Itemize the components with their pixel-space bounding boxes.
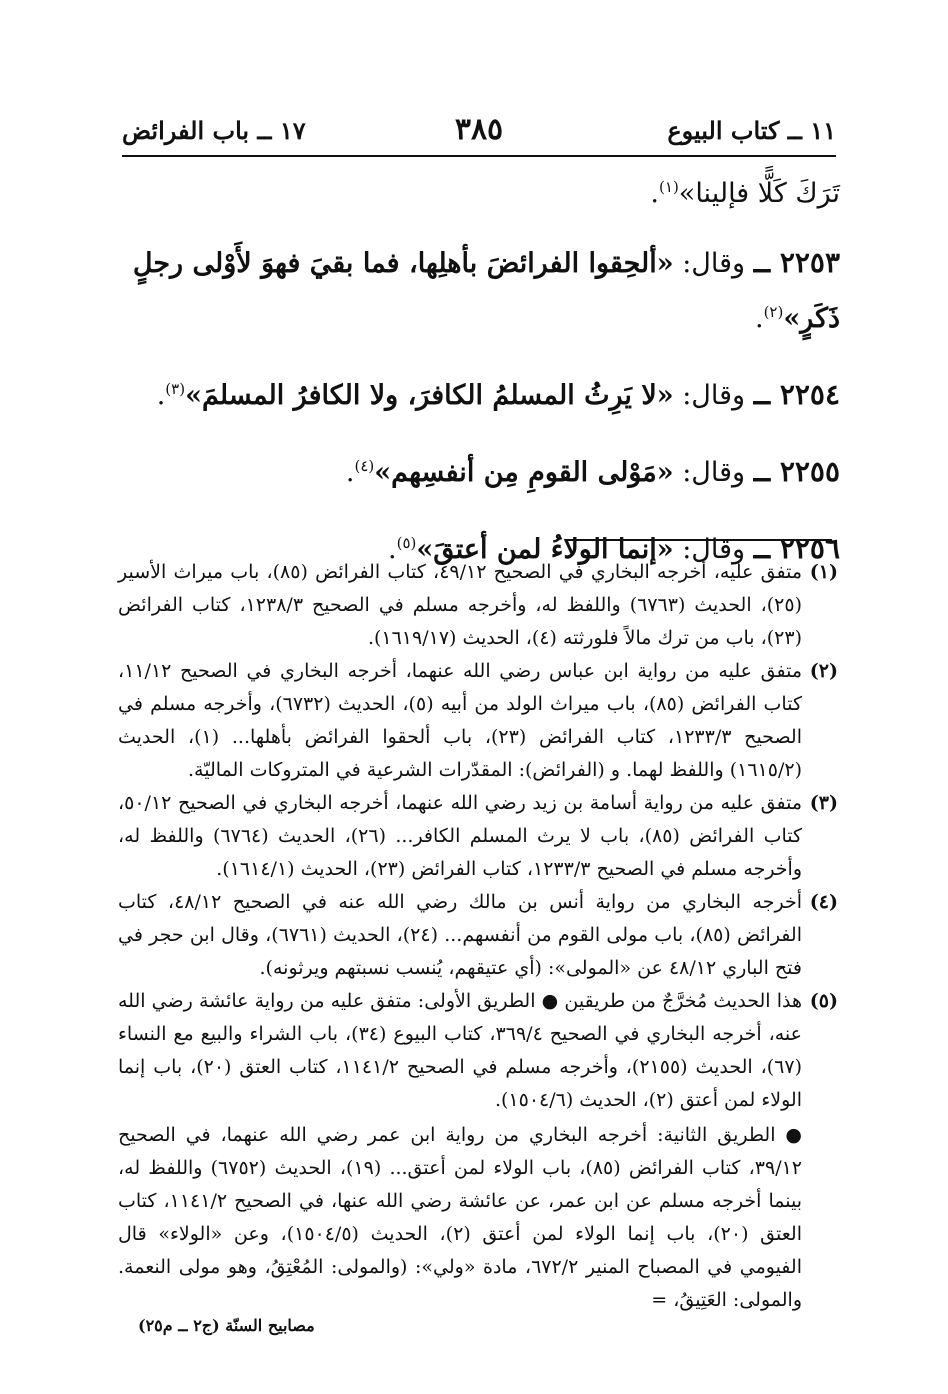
footnote-ref: (١) <box>659 178 679 196</box>
header-chapter-title: ١٧ ــ باب الفرائض <box>122 116 306 145</box>
continuation-text: تَرَكَ كَلًّا فإلينا» <box>678 178 840 209</box>
hadith-intro: وقال: <box>682 380 746 411</box>
main-text <box>110 164 840 574</box>
footnote-number: (٤) <box>809 891 838 913</box>
footnotes <box>118 556 838 1317</box>
footnote-ref: (٢) <box>763 303 784 321</box>
printer-signature: مصابيح السنّة (ج٢ ــ م٢٥) <box>138 1316 315 1335</box>
hadith: ٢٢٥٣ ــ وقال: «ألحِقوا الفرائضَ بأهلِها، فما بقيَ فهوَ لأَوْلى رجلٍ ذَكَرٍ»$^{(٢)}$. <box>132 246 840 334</box>
hadith-number: ٢٢٥٣ ــ <box>753 246 840 279</box>
hadith-text: «لا يَرِثُ المسلمُ الكافرَ، ولا الكافرُ المسلمَ» <box>185 380 674 411</box>
header-book-title: ١١ ــ كتاب البيوع <box>667 116 836 145</box>
footnote-text: متفق عليه من رواية أسامة بن زيد رضي الله عنهما، أخرجه البخاري في الصحيح ٥٠/١٢، كتاب الفرائض (٨٥)، باب لا يرث المسلم الكافر... (٢٦)، الحديث (٦٧٦٤) واللفظ له، وأخرجه مسلم في الصحيح ١٢٣٣/٣، كتاب الفرائض (٢٣)، الحديث (١٦١٤/١). <box>118 792 803 880</box>
header-divider <box>122 155 836 157</box>
page-number: ٣٨٥ <box>454 112 504 147</box>
footnote <box>118 886 838 985</box>
hadith-number: ٢٢٥٦ ــ <box>753 532 840 565</box>
hadith: ٢٢٥٤ ــ وقال: «لا يَرِثُ المسلمُ الكافرَ، ولا الكافرُ المسلمَ»$^{(٣)}$. <box>156 378 840 411</box>
footnote <box>118 787 838 886</box>
hadith-number: ٢٢٥٥ ــ <box>753 455 840 488</box>
hadith: ٢٢٥٦ ــ وقال: «إنما الولاءُ لمن أعتقَ»$^{(٥)}$. <box>387 532 840 565</box>
hadith-text: «ألحِقوا الفرائضَ بأهلِها، فما بقيَ فهوَ لأَوْلى رجلٍ ذَكَرٍ» <box>132 248 840 334</box>
continuation-line: تَرَكَ كَلًّا فإلينا»$^{(١)}$. <box>650 178 840 209</box>
hadith-text: «مَوْلى القومِ مِن أنفسِهم» <box>374 457 674 488</box>
hadith-number: ٢٢٥٤ ــ <box>753 378 840 411</box>
footnote-ref: (٤) <box>354 457 375 475</box>
footnote-number: (١) <box>809 561 838 583</box>
footnote-ref: (٣) <box>165 380 186 398</box>
hadith-intro: وقال: <box>682 534 746 565</box>
running-header <box>122 108 836 152</box>
footnote-number: (٢) <box>809 660 838 682</box>
footnote <box>118 655 838 787</box>
footnote-text: ● الطريق الثانية: أخرجه البخاري من رواية ابن عمر رضي الله عنهما، في الصحيح ٣٩/١٢، كتاب الفرائض (٨٥)، باب الولاء لمن أعتق... (١٩)، الحديث (٦٧٥٢) واللفظ له، بينما أخرجه مسلم عن ابن عمر، عن عائشة رضي الله عنها، في الصحيح ١١٤١/٢، كتاب العتق (٢٠)، باب إنما الولاء لمن أعتق (٢)، الحديث (١٥٠٤/٥)، وعن «الولاء» قال الفيومي في المصباح المنير ٦٧٢/٢، مادة «ولي»: (والمولى: المُعْتِقُ، وهو مولى النعمة. والمولى: العَتِيقُ، = <box>118 1124 803 1311</box>
footnote-text: أخرجه البخاري من رواية أنس بن مالك رضي الله عنه في الصحيح ٤٨/١٢، كتاب الفرائض (٨٥)، باب مولى القوم من أنفسهم... (٢٤)، الحديث (٦٧٦١)، وقال ابن حجر في فتح الباري ٤٨/١٢ عن «المولى»: (أي عتيقهم، يُنسب نسبتهم ويرثونه). <box>118 891 802 979</box>
hadith-intro: وقال: <box>682 248 746 279</box>
footnote <box>118 556 838 655</box>
footnote-number: (٥) <box>809 990 838 1012</box>
footnote-ref: (٥) <box>396 534 417 552</box>
footnote-text: متفق عليه من رواية ابن عباس رضي الله عنهما، أخرجه البخاري في الصحيح ١١/١٢، كتاب الفرائض (٨٥)، باب ميراث الولد من أبيه (٥)، الحديث (٦٧٣٢)، وأخرجه مسلم في الصحيح ١٢٣٣/٣، كتاب الفرائض (٢٣)، باب ألحقوا الفرائض بأهلها... (١)، الحديث (١٦١٥/٢) واللفظ لهما. و (الفرائض): المقدّرات الشرعية في المتروكات الماليّة. <box>118 660 802 781</box>
footnote-divider <box>566 539 832 541</box>
hadith-text: «إنما الولاءُ لمن أعتقَ» <box>416 534 674 565</box>
hadith-intro: وقال: <box>682 457 746 488</box>
footnote <box>118 985 838 1317</box>
footnote-number: (٣) <box>809 792 838 814</box>
footnote-text: هذا الحديث مُخرَّجٌ من طريقين ● الطريق الأولى: متفق عليه من رواية عائشة رضي الله عنه، أخرجه البخاري في الصحيح ٣٦٩/٤، كتاب البيوع (٣٤)، باب الشراء والبيع مع النساء (٦٧)، الحديث (٢١٥٥)، وأخرجه مسلم في الصحيح ١١٤١/٢، كتاب العتق (٢٠)، باب إنما الولاء لمن أعتق (٢)، الحديث (١٥٠٤/٦). <box>118 990 802 1111</box>
hadith: ٢٢٥٥ ــ وقال: «مَوْلى القومِ مِن أنفسِهم»$^{(٤)}$. <box>345 455 840 488</box>
footnote-text: متفق عليه، أخرجه البخاري في الصحيح ٤٩/١٢، كتاب الفرائض (٨٥)، باب ميراث الأسير (٢٥)، الحديث (٦٧٦٣) واللفظ له، وأخرجه مسلم في الصحيح ١٢٣٨/٣، كتاب الفرائض (٢٣)، باب من ترك مالاً فلورثته (٤)، الحديث (١٦١٩/١٧). <box>118 561 802 649</box>
